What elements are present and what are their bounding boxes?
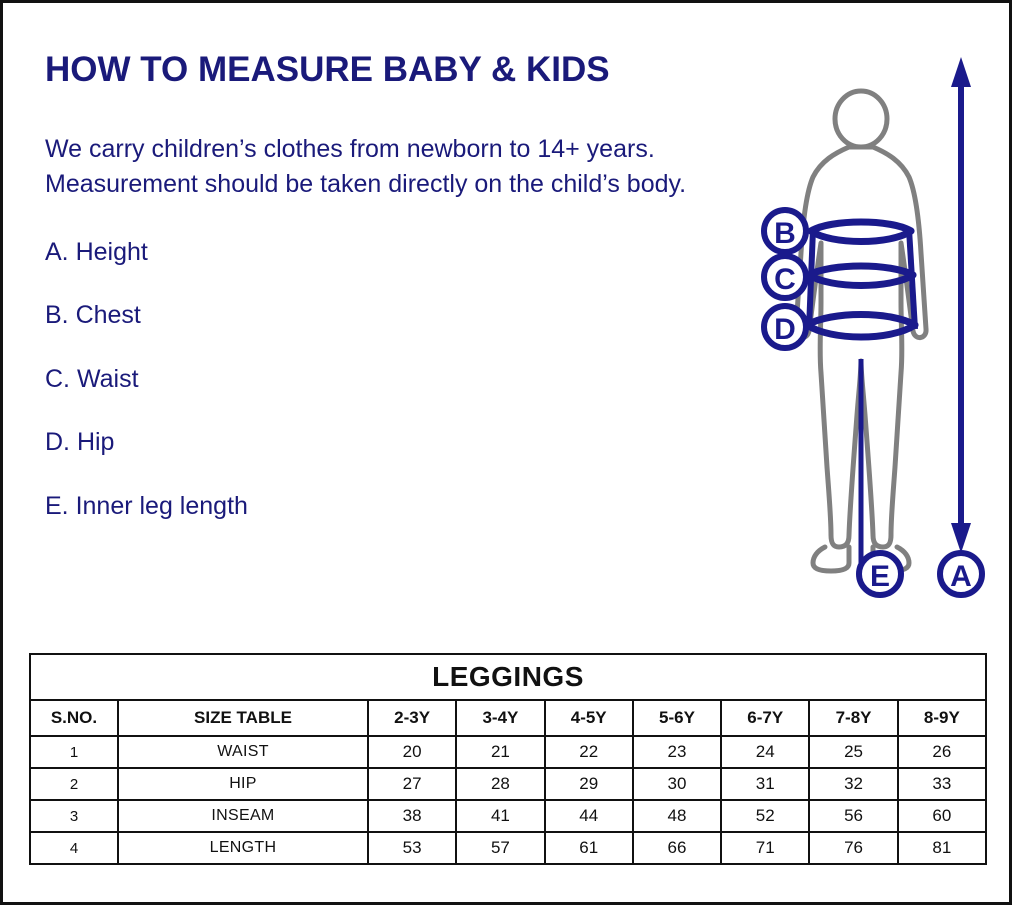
size-table <box>29 653 987 865</box>
col-header-6-7y: 6-7Y <box>721 700 809 736</box>
cell-value: 48 <box>633 800 721 832</box>
table-title-row <box>30 654 986 700</box>
height-arrow <box>951 57 971 553</box>
table-row <box>30 832 986 864</box>
cell-value: 60 <box>898 800 986 832</box>
cell-value: 41 <box>456 800 544 832</box>
cell-value: 28 <box>456 768 544 800</box>
cell-value: 25 <box>809 736 897 768</box>
col-header-sno: S.NO. <box>30 700 118 736</box>
table-header-row <box>30 700 986 736</box>
cell-value: 22 <box>545 736 633 768</box>
cell-value: 23 <box>633 736 721 768</box>
col-header-8-9y: 8-9Y <box>898 700 986 736</box>
cell-value: 61 <box>545 832 633 864</box>
page-title: HOW TO MEASURE BABY & KIDS <box>45 50 610 89</box>
cell-measure-label: INSEAM <box>118 800 368 832</box>
cell-sno: 2 <box>30 768 118 800</box>
col-header-size-table: SIZE TABLE <box>118 700 368 736</box>
cell-value: 53 <box>368 832 456 864</box>
cell-value: 57 <box>456 832 544 864</box>
cell-value: 24 <box>721 736 809 768</box>
cell-value: 26 <box>898 736 986 768</box>
marker-b <box>764 210 806 252</box>
marker-c <box>764 256 806 298</box>
intro-text: We carry children’s clothes from newborn to 14+ years. Measurement should be taken directly on the child’s body. <box>45 134 687 198</box>
marker-d-label: D <box>774 313 796 346</box>
marker-a-label: A <box>950 560 972 593</box>
measure-item-waist: C. Waist <box>45 364 139 393</box>
measure-item-inner-leg: E. Inner leg length <box>45 491 248 520</box>
cell-value: 81 <box>898 832 986 864</box>
chest-band <box>811 222 911 242</box>
table-row <box>30 736 986 768</box>
cell-value: 56 <box>809 800 897 832</box>
measure-item-height: A. Height <box>45 237 148 266</box>
cell-value: 44 <box>545 800 633 832</box>
cell-value: 31 <box>721 768 809 800</box>
cell-value: 32 <box>809 768 897 800</box>
marker-e <box>859 553 901 595</box>
cell-value: 27 <box>368 768 456 800</box>
cell-sno: 1 <box>30 736 118 768</box>
cell-value: 20 <box>368 736 456 768</box>
marker-c-label: C <box>774 263 796 296</box>
body-measurement-diagram <box>751 43 999 623</box>
table-row <box>30 800 986 832</box>
marker-d <box>764 306 806 348</box>
measure-item-hip: D. Hip <box>45 428 115 456</box>
col-header-7-8y: 7-8Y <box>809 700 897 736</box>
col-header-5-6y: 5-6Y <box>633 700 721 736</box>
marker-e-label: E <box>869 560 891 593</box>
col-header-4-5y: 4-5Y <box>545 700 633 736</box>
cell-value: 66 <box>633 832 721 864</box>
cell-sno: 3 <box>30 800 118 832</box>
cell-measure-label: HIP <box>118 768 368 800</box>
waist-band <box>809 266 913 286</box>
info-column <box>45 51 745 556</box>
table-title: LEGGINGS <box>30 654 986 700</box>
cell-value: 38 <box>368 800 456 832</box>
col-header-2-3y: 2-3Y <box>368 700 456 736</box>
marker-a <box>940 553 982 595</box>
cell-value: 21 <box>456 736 544 768</box>
table-row <box>30 768 986 800</box>
cell-value: 52 <box>721 800 809 832</box>
cell-value: 30 <box>633 768 721 800</box>
cell-measure-label: WAIST <box>118 736 368 768</box>
cell-value: 76 <box>809 832 897 864</box>
cell-measure-label: LENGTH <box>118 832 368 864</box>
size-table-container <box>29 653 987 865</box>
cell-value: 71 <box>721 832 809 864</box>
cell-value: 33 <box>898 768 986 800</box>
measure-item-chest: B. Chest <box>45 301 141 329</box>
hip-band <box>807 315 915 338</box>
col-header-3-4y: 3-4Y <box>456 700 544 736</box>
cell-sno: 4 <box>30 832 118 864</box>
marker-b-label: B <box>774 217 796 250</box>
cell-value: 29 <box>545 768 633 800</box>
